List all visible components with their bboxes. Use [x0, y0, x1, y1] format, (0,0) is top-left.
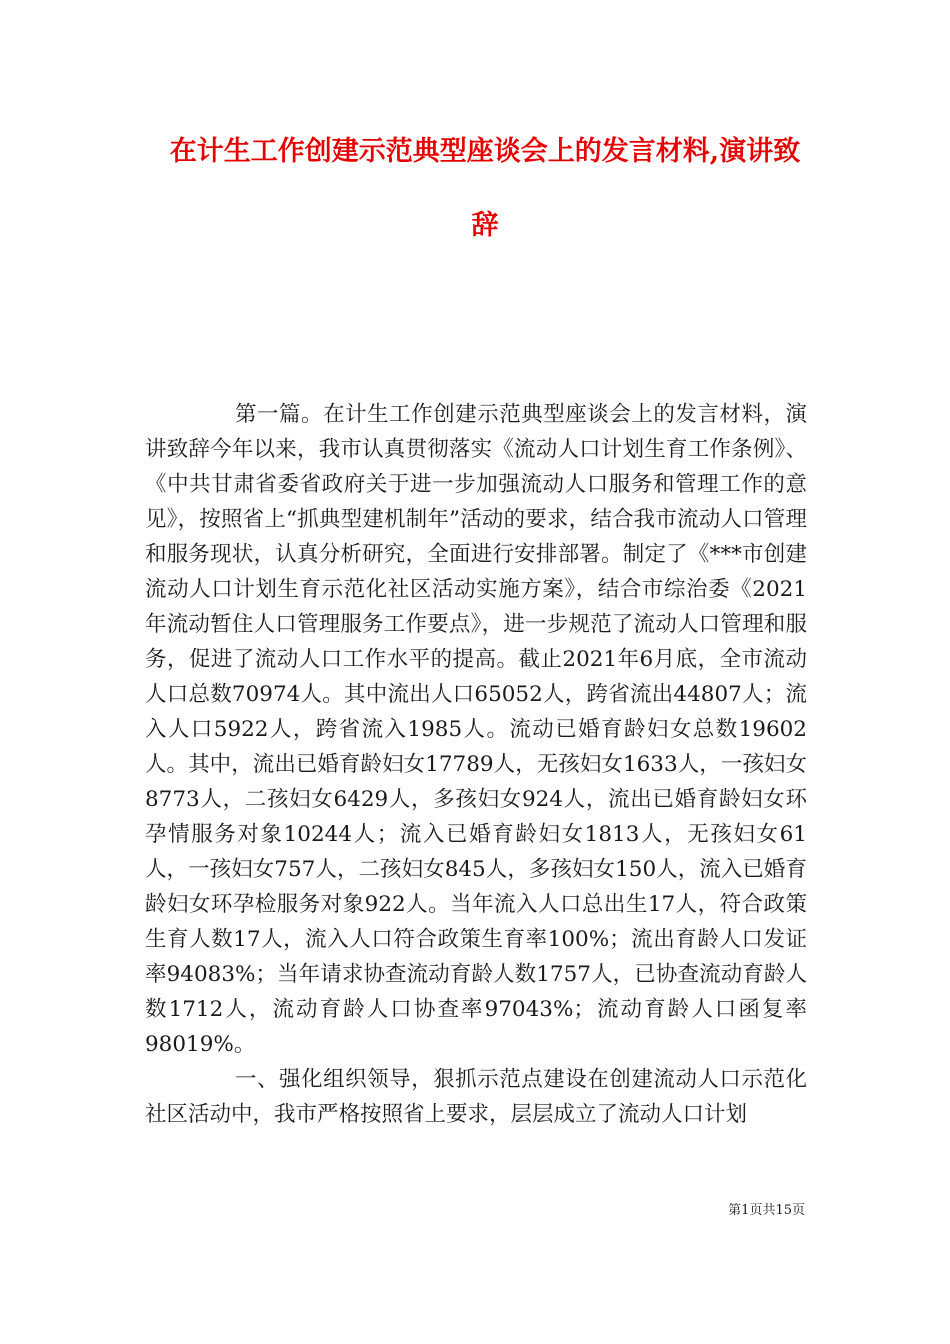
body-paragraph-2: 一、强化组织领导，狠抓示范点建设在创建流动人口示范化社区活动中，我市严格按照省上要求，层层成立了流动人口计划 — [145, 1067, 807, 1127]
page-number-footer: 第1页共15页 — [728, 1203, 805, 1218]
document-title-line-2: 辞 — [471, 210, 499, 241]
document-body — [145, 397, 807, 1132]
document-title-line-1: 在计生工作创建示范典型座谈会上的发言材料,演讲致 — [169, 136, 801, 167]
body-paragraph-1: 第一篇。在计生工作创建示范典型座谈会上的发言材料，演讲致辞今年以来，我市认真贯彻落实《流动人口计划生育工作条例》、《中共甘肃省委省政府关于进一步加强流动人口服务和管理工作的意见》，按照省上“抓典型建机制年”活动的要求，结合我市流动人口管理和服务现状，认真分析研究，全面进行安排部署。制定了《***市创建流动人口计划生育示范化社区活动实施方案》，结合市综治委《2021年流动暂住人口管理服务工作要点》，进一步规范了流动人口管理和服务，促进了流动人口工作水平的提高。截止2021年6月底，全市流动人口总数70974人。其中流出人口65052人，跨省流出44807人；流入人口5922人，跨省流入1985人。流动已婚育龄妇女总数19602人。其中，流出已婚育龄妇女17789人，无孩妇女1633人，一孩妇女8773人，二孩妇女6429人，多孩妇女924人，流出已婚育龄妇女环孕情服务对象10244人；流入已婚育龄妇女1813人，无孩妇女61人，一孩妇女757人，二孩妇女845人，多孩妇女150人，流入已婚育龄妇女环孕检服务对象922人。当年流入人口总出生17人，符合政策生育人数17人，流入人口符合政策生育率100%；流出育龄人口发证率94083%；当年请求协查流动育龄人数1757人，已协查流动育龄人数1712人，流动育龄人口协查率97043%；流动育龄人口函复率98019%。 — [145, 402, 807, 1057]
